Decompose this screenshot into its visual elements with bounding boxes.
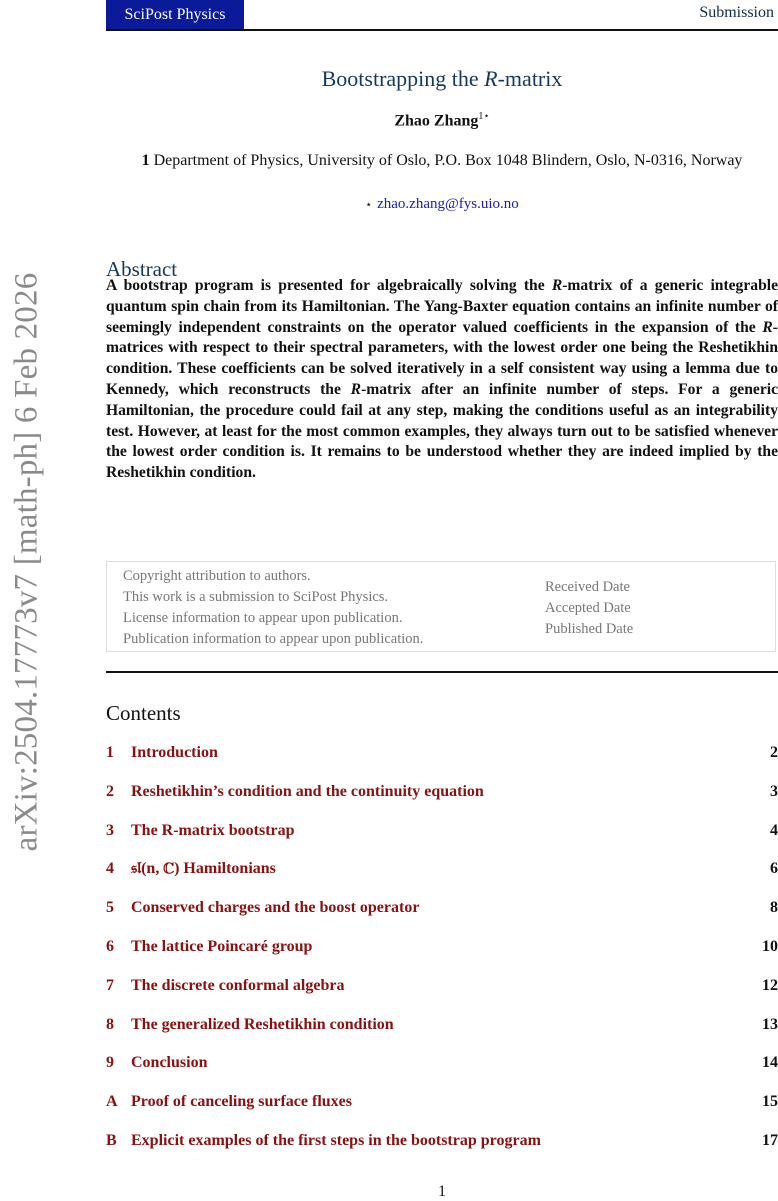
toc-entry[interactable] bbox=[106, 1012, 778, 1051]
author-name: Zhao Zhang bbox=[394, 112, 479, 130]
toc-number[interactable]: 5 bbox=[106, 899, 114, 917]
toc-link[interactable]: 𝔰𝔩(n, ℂ) Hamiltonians bbox=[131, 860, 276, 878]
info-line: Copyright attribution to authors. bbox=[123, 568, 311, 584]
publication-info-box bbox=[106, 561, 776, 652]
toc-link[interactable]: Proof of canceling surface fluxes bbox=[131, 1093, 352, 1111]
toc-entry[interactable] bbox=[106, 1050, 778, 1089]
email-line bbox=[106, 196, 778, 213]
toc-link[interactable]: The lattice Poincaré group bbox=[131, 937, 313, 955]
toc-number[interactable]: 7 bbox=[106, 976, 114, 994]
toc-link[interactable]: Reshetikhin’s condition and the continuity equation bbox=[131, 782, 484, 800]
toc-link[interactable]: Introduction bbox=[131, 744, 218, 761]
author-superscript: 1⋆ bbox=[478, 111, 490, 122]
received-date: Received Date bbox=[545, 579, 630, 595]
star-icon: ⋆ bbox=[365, 199, 373, 211]
toc-page-number[interactable]: 3 bbox=[770, 782, 778, 800]
title-italic: R bbox=[484, 66, 498, 91]
section-divider bbox=[106, 671, 778, 673]
abstract-heading: Abstract bbox=[106, 257, 178, 281]
title-prefix: Bootstrapping the bbox=[321, 66, 485, 91]
table-of-contents bbox=[106, 740, 778, 1167]
email-link[interactable]: zhao.zhang@fys.uio.no bbox=[377, 196, 519, 212]
toc-entry[interactable] bbox=[106, 818, 778, 857]
info-line: License information to appear upon publication. bbox=[123, 610, 403, 626]
copyright-info bbox=[123, 566, 423, 650]
abstract-body bbox=[106, 276, 778, 484]
toc-entry[interactable] bbox=[106, 1128, 778, 1167]
toc-number[interactable]: 3 bbox=[106, 821, 114, 839]
affiliation-text: Department of Physics, University of Oslo, P.O. Box 1048 Blindern, Oslo, N-0316, Norway bbox=[153, 152, 743, 169]
toc-link[interactable]: Conclusion bbox=[131, 1054, 208, 1072]
toc-link[interactable]: Explicit examples of the first steps in the bootstrap program bbox=[131, 1131, 541, 1149]
toc-number[interactable]: 6 bbox=[106, 937, 114, 955]
toc-link[interactable]: The generalized Reshetikhin condition bbox=[131, 1015, 394, 1033]
submission-label: Submission bbox=[699, 4, 774, 21]
toc-number[interactable]: B bbox=[106, 1131, 117, 1149]
published-date: Published Date bbox=[545, 621, 634, 637]
toc-page-number[interactable]: 8 bbox=[770, 899, 778, 917]
toc-entry[interactable] bbox=[106, 895, 778, 934]
author-line bbox=[106, 111, 778, 130]
journal-badge: SciPost Physics bbox=[106, 0, 244, 29]
toc-entry[interactable] bbox=[106, 1089, 778, 1128]
toc-entry[interactable] bbox=[106, 934, 778, 973]
toc-number[interactable]: 8 bbox=[106, 1015, 114, 1033]
toc-link[interactable]: The discrete conformal algebra bbox=[131, 976, 345, 994]
toc-page-number[interactable]: 4 bbox=[770, 821, 778, 839]
info-line: Publication information to appear upon publication. bbox=[123, 631, 424, 647]
toc-page-number[interactable]: 14 bbox=[762, 1054, 778, 1072]
affiliation bbox=[106, 152, 778, 170]
toc-page-number[interactable]: 12 bbox=[762, 976, 778, 994]
toc-page-number[interactable]: 2 bbox=[770, 744, 778, 761]
info-line: This work is a submission to SciPost Physics. bbox=[123, 589, 389, 605]
arxiv-identifier-stamp: arXiv:2504.17773v7 [math-ph] 6 Feb 2026 bbox=[8, 272, 45, 852]
toc-page-number[interactable]: 10 bbox=[762, 937, 778, 955]
abstract-text: A bootstrap program is presented for algebraically solving the R-matrix of a generic integrable quantum spin chain from its Hamiltonian. The Yang-Baxter equation contains an infinite number of seemingly independent constraints on the operator valued coefficients in the expansion of the R-matrices with respect to their spectral parameters, with the lowest order one being the Reshetikhin condition. These coefficients can be solved iteratively in a self consistent way using a lemma due to Kennedy, which reconstructs the R-matrix after an infinite number of steps. For a generic Hamiltonian, the procedure could fail at any step, making the conditions useful as an integrability test. However, at least for the most common examples, they always turn out to be satisfied whenever the lowest order condition is. It remains to be understood whether they are indeed implied by the Reshetikhin condition. bbox=[106, 277, 778, 482]
page-number: 1 bbox=[438, 1183, 446, 1200]
contents-heading: Contents bbox=[106, 701, 181, 725]
toc-number[interactable]: 9 bbox=[106, 1054, 114, 1072]
toc-page-number[interactable]: 13 bbox=[762, 1015, 778, 1033]
toc-link[interactable]: Conserved charges and the boost operator bbox=[131, 899, 420, 917]
affiliation-number: 1 bbox=[141, 152, 150, 169]
page-header bbox=[106, 0, 778, 31]
toc-number[interactable]: A bbox=[106, 1093, 118, 1111]
toc-entry[interactable] bbox=[106, 779, 778, 818]
accepted-date: Accepted Date bbox=[545, 600, 631, 616]
toc-page-number[interactable]: 15 bbox=[762, 1093, 778, 1111]
toc-number[interactable]: 1 bbox=[106, 744, 114, 761]
dates-info bbox=[545, 577, 633, 640]
toc-page-number[interactable]: 6 bbox=[770, 860, 778, 878]
toc-number[interactable]: 4 bbox=[106, 860, 114, 878]
paper-title bbox=[106, 66, 778, 92]
toc-entry[interactable] bbox=[106, 740, 778, 779]
toc-link[interactable]: The R-matrix bootstrap bbox=[131, 821, 295, 839]
toc-entry[interactable] bbox=[106, 856, 778, 895]
title-suffix: -matrix bbox=[497, 66, 563, 91]
toc-page-number[interactable]: 17 bbox=[762, 1131, 778, 1149]
toc-number[interactable]: 2 bbox=[106, 782, 114, 800]
toc-entry[interactable] bbox=[106, 973, 778, 1012]
